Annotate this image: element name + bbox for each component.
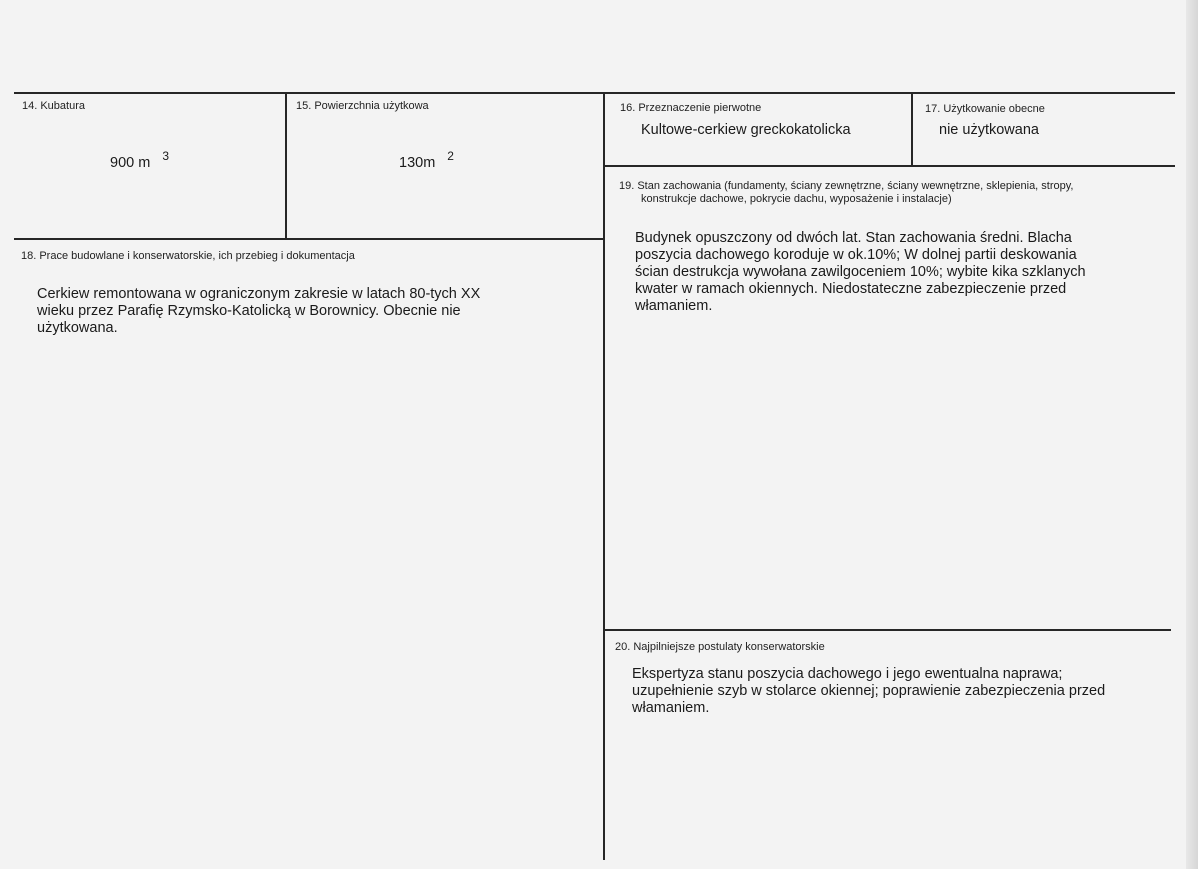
area-unit-exponent: 2 <box>447 149 454 163</box>
field-18-text <box>37 286 557 337</box>
volume-value: 900 m <box>110 155 151 171</box>
scan-edge <box>1186 0 1198 869</box>
field-16-label: 16. Przeznaczenie pierwotne <box>620 102 762 114</box>
field-19-label <box>619 180 1074 206</box>
rule-under-16-17 <box>605 165 1175 167</box>
top-rule <box>14 92 1175 94</box>
field-19-label-line2: konstrukcje dachowe, pokrycie dachu, wyposażenie i instalacje) <box>641 193 952 205</box>
divider-16-17 <box>911 92 913 165</box>
text-line: włamaniem. <box>635 298 713 314</box>
field-15-label: 15. Powierzchnia użytkowa <box>296 100 429 112</box>
field-14-value <box>110 149 169 172</box>
center-divider <box>603 92 605 860</box>
field-20-text <box>632 666 1177 717</box>
field-20-label: 20. Najpilniejsze postulaty konserwatorskie <box>615 641 825 653</box>
text-line: Cerkiew remontowana w ograniczonym zakresie w latach 80-tych XX <box>37 286 481 302</box>
text-line: wieku przez Parafię Rzymsko-Katolicką w Borownicy. Obecnie nie <box>37 303 461 319</box>
field-17-label: 17. Użytkowanie obecne <box>925 103 1045 115</box>
field-18-label: 18. Prace budowlane i konserwatorskie, ich przebieg i dokumentacja <box>21 250 355 262</box>
text-line: poszycia dachowego koroduje w ok.10%; W dolnej partii deskowania <box>635 247 1077 263</box>
area-value: 130m <box>399 155 436 171</box>
text-line: użytkowana. <box>37 320 118 336</box>
field-14-label: 14. Kubatura <box>22 100 85 112</box>
rule-under-14-15 <box>14 238 605 240</box>
field-19-text <box>635 230 1180 315</box>
field-15-value <box>399 149 454 172</box>
text-line: Ekspertyza stanu poszycia dachowego i jego ewentualna naprawa; <box>632 666 1063 682</box>
volume-unit-exponent: 3 <box>162 149 169 163</box>
field-19-label-line1: 19. Stan zachowania (fundamenty, ściany zewnętrzne, ściany wewnętrzne, sklepienia, stropy, <box>619 180 1074 192</box>
text-line: włamaniem. <box>632 700 710 716</box>
text-line: uzupełnienie szyb w stolarce okiennej; poprawienie zabezpieczenia przed <box>632 683 1106 699</box>
text-line: Budynek opuszczony od dwóch lat. Stan zachowania średni. Blacha <box>635 230 1072 246</box>
divider-14-15 <box>285 92 287 240</box>
field-16-value: Kultowe-cerkiew greckokatolicka <box>641 122 851 138</box>
text-line: ścian destrukcja wywołana zawilgoceniem 10%; wybite kika szklanych <box>635 264 1086 280</box>
text-line: kwater w ramach okiennych. Niedostateczne zabezpieczenie przed <box>635 281 1067 297</box>
rule-above-20 <box>605 629 1171 631</box>
field-17-value: nie użytkowana <box>939 122 1039 138</box>
